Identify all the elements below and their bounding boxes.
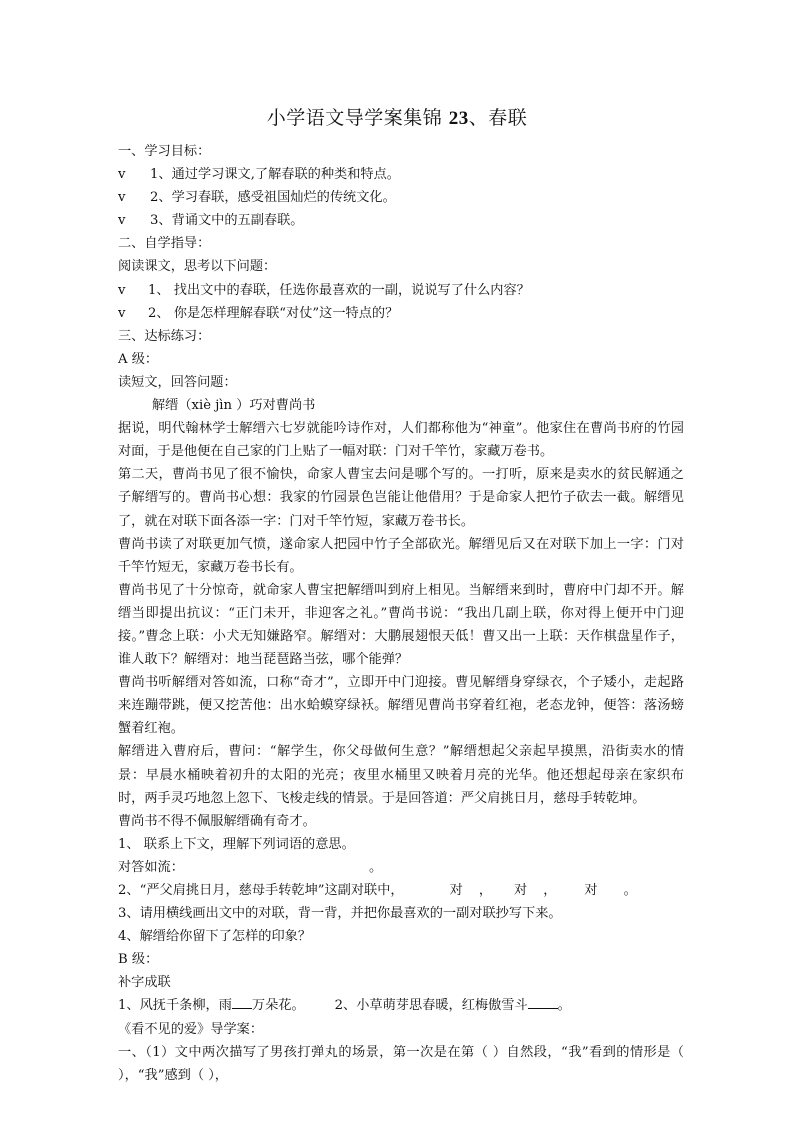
story-paragraph: 曹尚书见了十分惊奇，就命家人曹宝把解缙叫到府上相见。当解缙来到时，曹府中门却不开。解缙当即提出抗议：“正门未开，非迎客之礼。”曹尚书说：“我出几副上联，你对得上便开中门迎接。”曹念上联：小犬无知嫌路窄。解缙对：大鹏展翅恨天低！曹又出一上联：天作棋盘星作子，谁人敢下？解缙对：地当琵琶路当弦，哪个能弹？ [118, 582, 684, 668]
exercise-instruction: 补字成联 [118, 975, 171, 991]
section-heading-selfstudy: 二、自学指导： [118, 236, 211, 252]
level-a-heading: A 级： [118, 351, 159, 367]
next-lesson-question: 一、（1）文中两次描写了男孩打弹丸的场景，第一次是在第（ ）自然段，“我”看到的情形是（ ），“我”感到（ ）， [118, 1044, 684, 1083]
bullet-marker: v [118, 167, 126, 183]
story-paragraph: 曹尚书听解缙对答如流，口称“奇才”，立即开中门迎接。曹见解缙身穿绿衣，个子矮小，走起路来连蹦带跳，便又挖苦他：出水蛤蟆穿绿袄。解缙见曹尚书穿着红袍，老态龙钟，便答：落汤螃蟹着红袍。 [118, 675, 684, 737]
story-paragraph: 曹尚书读了对联更加气愤，遂命家人把园中竹子全部砍光。解缙见后又在对联下加上一字：门对千竿竹短无，家藏万卷书长有。 [118, 536, 684, 575]
goal-item: v 1、通过学习课文,了解春联的种类和特点。 [118, 163, 684, 186]
instruction-text: 阅读课文，思考以下问题： [118, 259, 277, 275]
answer-blank [528, 994, 558, 1009]
document-body [118, 140, 684, 1087]
story-title: 解缙（xiè jìn ）巧对曹尚书 [152, 398, 316, 414]
exercise-question: 4、解缙给你留下了怎样的印象？ [118, 929, 312, 945]
page-title [0, 103, 794, 130]
level-b-heading: B 级： [118, 952, 159, 968]
story-paragraph: 解缙进入曹府后，曹问：“解学生，你父母做何生意？”解缙想起父亲起早摸黑，沿街卖水的情景：早晨水桶映着初升的太阳的光亮；夜里水桶里又映着月亮的光华。他还想起母亲在家织布时，两手灵巧地忽上忽下、飞梭走线的情景。于是回答道：严父肩挑日月，慈母手转乾坤。 [118, 744, 684, 806]
next-lesson-heading: 《看不见的爱》导学案： [118, 1021, 264, 1037]
story-paragraph: 第二天，曹尚书见了很不愉快，命家人曹宝去问是哪个写的。一打听，原来是卖水的贫民解通之子解缙写的。曹尚书心想：我家的竹园景色岂能让他借用？于是命家人把竹子砍去一截。解缙见了，就在对联下面各添一字：门对千竿竹短，家藏万卷书长。 [118, 467, 684, 529]
title-subject: 、春联 [468, 107, 528, 129]
bullet-marker: v [118, 282, 126, 298]
goal-item: v 2、学习春联，感受祖国灿烂的传统文化。 [118, 186, 684, 209]
section-heading-practice: 三、达标练习： [118, 328, 211, 344]
exercise-question: 1、 联系上下文，理解下列词语的意思。 [118, 836, 355, 852]
exercise-answer-line: 对答如流： 。 [118, 859, 383, 875]
goal-item: v 3、背诵文中的五副春联。 [118, 209, 684, 232]
title-text: 小学语文导学案集锦 [266, 107, 443, 129]
question-item: v 1、 找出文中的春联，任选你最喜欢的一副，说说写了什么内容？ [118, 279, 684, 302]
bullet-marker: v [118, 213, 126, 229]
question-item: v 2、 你是怎样理解春联“对仗”这一特点的？ [118, 302, 684, 325]
section-heading-goals: 一、学习目标： [118, 144, 211, 159]
exercise-question: 3、请用横线画出文中的对联，背一背，并把你最喜欢的一副对联抄写下来。 [118, 906, 562, 922]
answer-blank [232, 994, 252, 1009]
story-paragraph: 曹尚书不得不佩服解缙确有奇才。 [118, 813, 316, 829]
bullet-marker: v [118, 190, 126, 206]
instruction-text: 读短文，回答问题： [118, 374, 237, 390]
fill-blank-couplets: 1、风抚千条柳，雨 万朵花。 2、小草萌芽思春暖，红梅傲雪斗 。 [118, 994, 684, 1017]
exercise-question: 2、“严父肩挑日月，慈母手转乾坤”这副对联中， 对 ， 对 ， 对 。 [118, 883, 637, 898]
title-number: 23 [448, 108, 469, 129]
bullet-marker: v [118, 305, 126, 321]
story-paragraph: 据说，明代翰林学士解缙六七岁就能吟诗作对，人们都称他为“神童”。他家住在曹尚书府的竹园对面，于是他便在自己家的门上贴了一幅对联：门对千竿竹，家藏万卷书。 [118, 421, 684, 460]
